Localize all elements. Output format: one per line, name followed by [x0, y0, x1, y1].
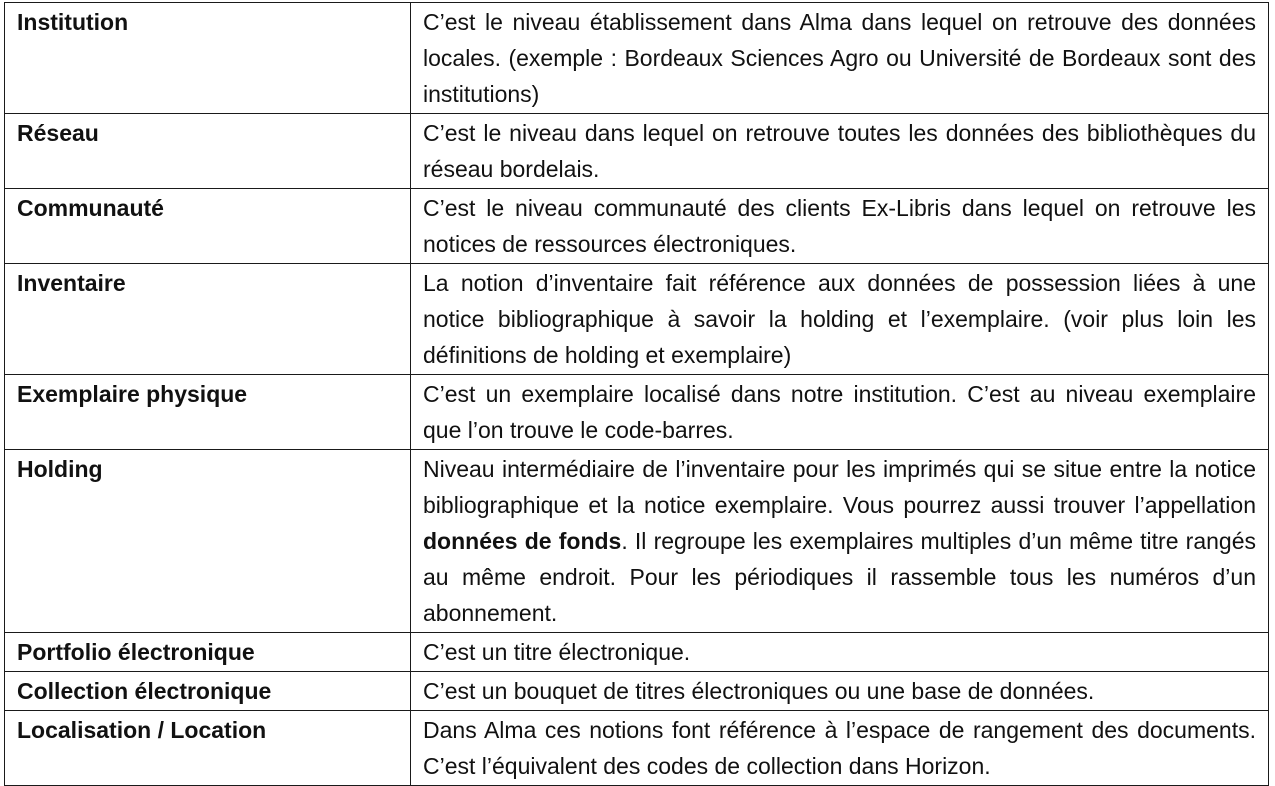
- term-cell: Exemplaire physique: [5, 375, 411, 450]
- definition-text: . Il regroupe les exemplaires multiples d’un même titre rangés au même endroit. Pour les périodiques il rassemble tous les numéros d’un abonnement.: [423, 528, 1256, 626]
- term-cell: Réseau: [5, 114, 411, 189]
- term-cell: Holding: [5, 450, 411, 633]
- term-cell: Institution: [5, 3, 411, 114]
- definition-cell: C’est un exemplaire localisé dans notre institution. C’est au niveau exemplaire que l’on trouve le code-barres.: [411, 375, 1269, 450]
- definition-cell: C’est le niveau communauté des clients Ex-Libris dans lequel on retrouve les notices de ressources électroniques.: [411, 189, 1269, 264]
- definition-cell: Dans Alma ces notions font référence à l’espace de rangement des documents. C’est l’équivalent des codes de collection dans Horizon.: [411, 711, 1269, 786]
- table-row: [5, 375, 1269, 450]
- definition-cell: C’est un titre électronique.: [411, 633, 1269, 672]
- term-cell: Localisation / Location: [5, 711, 411, 786]
- definition-cell: C’est un bouquet de titres électroniques ou une base de données.: [411, 672, 1269, 711]
- definition-bold-text: données de fonds: [423, 528, 622, 554]
- definition-cell: C’est le niveau dans lequel on retrouve toutes les données des bibliothèques du réseau bordelais.: [411, 114, 1269, 189]
- table-row: [5, 264, 1269, 375]
- term-cell: Collection électronique: [5, 672, 411, 711]
- table-row: [5, 711, 1269, 786]
- glossary-table: [4, 2, 1269, 786]
- table-row: [5, 672, 1269, 711]
- term-cell: Inventaire: [5, 264, 411, 375]
- term-cell: Portfolio électronique: [5, 633, 411, 672]
- definition-cell: [411, 450, 1269, 633]
- table-row: [5, 633, 1269, 672]
- term-cell: Communauté: [5, 189, 411, 264]
- table-row: [5, 189, 1269, 264]
- table-row: [5, 114, 1269, 189]
- definition-cell: La notion d’inventaire fait référence aux données de possession liées à une notice bibliographique à savoir la holding et l’exemplaire. (voir plus loin les définitions de holding et exemplaire): [411, 264, 1269, 375]
- definition-text: Niveau intermédiaire de l’inventaire pour les imprimés qui se situe entre la notice bibliographique et la notice exemplaire. Vous pourrez aussi trouver l’appellation: [423, 456, 1256, 518]
- table-row: [5, 450, 1269, 633]
- definition-cell: C’est le niveau établissement dans Alma dans lequel on retrouve des données locales. (exemple : Bordeaux Sciences Agro ou Université de Bordeaux sont des institutions): [411, 3, 1269, 114]
- table-row: [5, 3, 1269, 114]
